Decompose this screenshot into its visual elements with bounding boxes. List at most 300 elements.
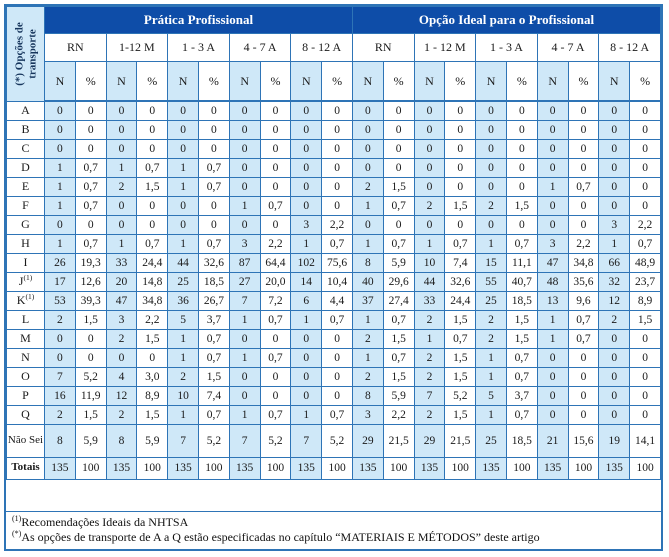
value-cell: 33 (414, 291, 445, 310)
n-column-header: N (168, 62, 199, 102)
value-cell: 1 (291, 405, 322, 424)
value-cell: 3,7 (198, 310, 229, 329)
value-cell: 0 (568, 215, 599, 234)
pct-column-header: % (568, 62, 599, 102)
value-cell: 7 (414, 386, 445, 405)
value-cell: 36 (168, 291, 199, 310)
n-column-header: N (476, 62, 507, 102)
value-cell: 1 (229, 348, 260, 367)
value-cell: 15 (476, 253, 507, 272)
value-cell: 0 (630, 367, 661, 386)
value-cell: 2,2 (260, 234, 291, 253)
value-cell: 0 (229, 329, 260, 348)
footnote-options (12, 530, 655, 545)
table-row (7, 253, 661, 272)
value-cell: 2,2 (568, 234, 599, 253)
value-cell: 0,7 (630, 234, 661, 253)
value-cell: 0 (198, 196, 229, 215)
value-cell: 34,8 (568, 253, 599, 272)
value-cell: 0 (322, 139, 353, 158)
value-cell: 2,2 (137, 310, 168, 329)
value-cell: 4,4 (322, 291, 353, 310)
value-cell: 5,2 (198, 424, 229, 457)
value-cell: 0 (599, 158, 630, 177)
row-label: N (7, 348, 45, 367)
row-label: G (7, 215, 45, 234)
value-cell: 0 (229, 215, 260, 234)
value-cell: 7,4 (445, 253, 476, 272)
value-cell: 0 (445, 158, 476, 177)
value-cell: 1 (168, 234, 199, 253)
value-cell: 0 (168, 120, 199, 139)
value-cell: 17 (45, 272, 76, 291)
value-cell: 29 (352, 424, 383, 457)
table-row (7, 120, 661, 139)
value-cell: 0 (630, 120, 661, 139)
pct-column-header: % (630, 62, 661, 102)
value-cell: 1 (352, 234, 383, 253)
value-cell: 0 (75, 329, 106, 348)
value-cell: 0 (198, 101, 229, 120)
value-cell: 0 (568, 196, 599, 215)
value-cell: 1 (291, 234, 322, 253)
value-cell: 0 (568, 386, 599, 405)
value-cell: 19,3 (75, 253, 106, 272)
value-cell: 12 (106, 386, 137, 405)
value-cell: 0 (599, 348, 630, 367)
value-cell: 7,4 (198, 386, 229, 405)
value-cell: 0 (630, 329, 661, 348)
value-cell: 0 (414, 177, 445, 196)
n-column-header: N (45, 62, 76, 102)
value-cell: 0 (383, 120, 414, 139)
value-cell: 2 (599, 310, 630, 329)
value-cell: 0 (445, 139, 476, 158)
value-cell: 1,5 (383, 177, 414, 196)
value-cell: 0,7 (198, 177, 229, 196)
value-cell: 0 (568, 405, 599, 424)
value-cell: 0,7 (137, 234, 168, 253)
value-cell: 18,5 (506, 424, 537, 457)
value-cell: 0 (45, 348, 76, 367)
value-cell: 0 (229, 101, 260, 120)
value-cell: 5,2 (322, 424, 353, 457)
value-cell: 32,6 (445, 272, 476, 291)
table-row (7, 101, 661, 120)
value-cell: 135 (106, 457, 137, 479)
value-cell: 0 (75, 101, 106, 120)
value-cell: 0 (506, 215, 537, 234)
value-cell: 1 (537, 329, 568, 348)
value-cell: 0,7 (137, 158, 168, 177)
value-cell: 1,5 (506, 310, 537, 329)
table-row (7, 215, 661, 234)
value-cell: 0,7 (322, 405, 353, 424)
value-cell: 0 (599, 177, 630, 196)
value-cell: 0 (568, 120, 599, 139)
value-cell: 1 (599, 234, 630, 253)
value-cell: 0 (198, 215, 229, 234)
row-label: A (7, 101, 45, 120)
value-cell: 135 (168, 457, 199, 479)
value-cell: 1 (229, 196, 260, 215)
value-cell: 25 (476, 424, 507, 457)
pct-column-header: % (260, 62, 291, 102)
value-cell: 1 (106, 234, 137, 253)
value-cell: 0,7 (198, 405, 229, 424)
value-cell: 1,5 (75, 310, 106, 329)
value-cell: 12,6 (75, 272, 106, 291)
measures-row (7, 62, 661, 102)
value-cell: 0 (445, 101, 476, 120)
value-cell: 1 (352, 196, 383, 215)
value-cell: 0 (291, 386, 322, 405)
spacer (6, 480, 661, 512)
value-cell: 0 (137, 348, 168, 367)
value-cell: 2 (414, 367, 445, 386)
value-cell: 0,7 (383, 310, 414, 329)
value-cell: 0 (168, 196, 199, 215)
value-cell: 0,7 (383, 196, 414, 215)
table-row (7, 405, 661, 424)
value-cell: 0 (445, 177, 476, 196)
value-cell: 1 (229, 405, 260, 424)
table-row (7, 310, 661, 329)
table-row (7, 291, 661, 310)
value-cell: 10 (414, 253, 445, 272)
table-row (7, 177, 661, 196)
value-cell: 0 (322, 120, 353, 139)
value-cell: 0 (537, 367, 568, 386)
value-cell: 0 (106, 139, 137, 158)
value-cell: 0 (537, 158, 568, 177)
value-cell: 0 (137, 215, 168, 234)
value-cell: 39,3 (75, 291, 106, 310)
table-body (7, 101, 661, 479)
value-cell: 8 (45, 424, 76, 457)
value-cell: 0 (599, 196, 630, 215)
value-cell: 1,5 (137, 405, 168, 424)
value-cell: 0 (414, 101, 445, 120)
value-cell: 8 (352, 386, 383, 405)
value-cell: 0 (198, 120, 229, 139)
value-cell: 0,7 (383, 234, 414, 253)
value-cell: 1 (476, 405, 507, 424)
footnote-sup: (*) (12, 529, 22, 538)
value-cell: 7 (229, 291, 260, 310)
value-cell: 4 (106, 367, 137, 386)
row-label: F (7, 196, 45, 215)
value-cell: 0 (506, 158, 537, 177)
value-cell: 5,9 (383, 386, 414, 405)
value-cell: 2 (414, 310, 445, 329)
value-cell: 0,7 (75, 196, 106, 215)
value-cell: 0 (537, 215, 568, 234)
value-cell: 100 (630, 457, 661, 479)
value-cell: 1,5 (198, 367, 229, 386)
value-cell: 0 (45, 101, 76, 120)
value-cell: 0 (599, 101, 630, 120)
value-cell: 0 (414, 215, 445, 234)
row-label: I (7, 253, 45, 272)
value-cell: 2 (168, 367, 199, 386)
value-cell: 47 (537, 253, 568, 272)
value-cell: 0 (414, 139, 445, 158)
value-cell: 0,7 (260, 348, 291, 367)
value-cell: 0 (537, 139, 568, 158)
value-cell: 0 (229, 139, 260, 158)
value-cell: 3 (229, 234, 260, 253)
value-cell: 0 (568, 367, 599, 386)
value-cell: 1 (352, 348, 383, 367)
value-cell: 0 (168, 215, 199, 234)
value-cell: 0 (630, 177, 661, 196)
value-cell: 6 (291, 291, 322, 310)
value-cell: 1,5 (506, 329, 537, 348)
value-cell: 1,5 (445, 310, 476, 329)
value-cell: 2 (476, 329, 507, 348)
value-cell: 40,7 (506, 272, 537, 291)
value-cell: 16 (45, 386, 76, 405)
value-cell: 0 (383, 139, 414, 158)
value-cell: 100 (322, 457, 353, 479)
corner-header (7, 7, 45, 102)
value-cell: 33 (106, 253, 137, 272)
value-cell: 1 (45, 196, 76, 215)
value-cell: 0 (137, 196, 168, 215)
value-cell: 0,7 (506, 405, 537, 424)
value-cell: 1 (291, 310, 322, 329)
value-cell: 29 (414, 424, 445, 457)
value-cell: 0 (198, 139, 229, 158)
age-group-header: 8 - 12 A (599, 34, 661, 62)
value-cell: 8,9 (630, 291, 661, 310)
value-cell: 2,2 (322, 215, 353, 234)
value-cell: 0 (476, 139, 507, 158)
n-column-header: N (414, 62, 445, 102)
value-cell: 2 (352, 329, 383, 348)
age-groups-row (7, 34, 661, 62)
value-cell: 1 (168, 348, 199, 367)
row-label: $J^{(1)}$ (7, 272, 45, 291)
value-cell: 32 (599, 272, 630, 291)
value-cell: 1,5 (137, 329, 168, 348)
value-cell: 0 (291, 329, 322, 348)
value-cell: 0 (106, 101, 137, 120)
value-cell: 0 (229, 158, 260, 177)
value-cell: 0 (630, 348, 661, 367)
age-group-header: 4 - 7 A (229, 34, 291, 62)
value-cell: 21 (537, 424, 568, 457)
age-group-header: 1 - 12 M (414, 34, 476, 62)
value-cell: 3 (291, 215, 322, 234)
value-cell: 75,6 (322, 253, 353, 272)
value-cell: 12 (599, 291, 630, 310)
row-label: Não Sei (7, 424, 45, 457)
value-cell: 2 (45, 310, 76, 329)
value-cell: 100 (260, 457, 291, 479)
value-cell: 7,2 (260, 291, 291, 310)
value-cell: 0,7 (260, 405, 291, 424)
table-row (7, 139, 661, 158)
value-cell: 0 (599, 139, 630, 158)
value-cell: 100 (137, 457, 168, 479)
value-cell: 9,6 (568, 291, 599, 310)
value-cell: 1 (106, 158, 137, 177)
value-cell: 0 (352, 101, 383, 120)
value-cell: 10,4 (322, 272, 353, 291)
value-cell: 44 (168, 253, 199, 272)
value-cell: 5,9 (383, 253, 414, 272)
value-cell: 0,7 (445, 234, 476, 253)
value-cell: 35,6 (568, 272, 599, 291)
table-row (7, 457, 661, 479)
value-cell: 135 (229, 457, 260, 479)
footnotes (6, 511, 661, 549)
pct-column-header: % (137, 62, 168, 102)
value-cell: 1 (414, 234, 445, 253)
value-cell: 2,2 (630, 215, 661, 234)
value-cell: 2 (414, 196, 445, 215)
age-group-header: 1 - 3 A (476, 34, 538, 62)
row-label: C (7, 139, 45, 158)
group-header-pratica: Prática Profissional (45, 7, 353, 34)
row-label: E (7, 177, 45, 196)
value-cell: 20,0 (260, 272, 291, 291)
value-cell: 1,5 (445, 348, 476, 367)
value-cell: 24,4 (445, 291, 476, 310)
value-cell: 0 (630, 405, 661, 424)
value-cell: 0 (414, 120, 445, 139)
value-cell: 2 (476, 196, 507, 215)
value-cell: 1 (45, 234, 76, 253)
row-label-sup: (1) (25, 292, 35, 302)
value-cell: 3 (106, 310, 137, 329)
n-column-header: N (599, 62, 630, 102)
value-cell: 0 (291, 367, 322, 386)
row-label: M (7, 329, 45, 348)
age-group-header: 1 - 3 A (168, 34, 230, 62)
value-cell: 0 (45, 120, 76, 139)
value-cell: 0 (506, 139, 537, 158)
age-group-header: RN (45, 34, 107, 62)
value-cell: 0 (106, 120, 137, 139)
value-cell: 1 (45, 177, 76, 196)
value-cell: 2 (106, 329, 137, 348)
value-cell: 135 (414, 457, 445, 479)
value-cell: 0 (106, 196, 137, 215)
age-group-header: 4 - 7 A (537, 34, 599, 62)
table-frame (4, 4, 663, 551)
value-cell: 2 (45, 405, 76, 424)
group-header-opcao-ideal: Opção Ideal para o Profissional (352, 7, 660, 34)
value-cell: 0 (352, 120, 383, 139)
value-cell: 0,7 (75, 234, 106, 253)
value-cell: 1 (476, 367, 507, 386)
value-cell: 1,5 (383, 329, 414, 348)
value-cell: 135 (291, 457, 322, 479)
value-cell: 0 (291, 120, 322, 139)
value-cell: 0 (322, 386, 353, 405)
value-cell: 0,7 (445, 329, 476, 348)
value-cell: 34,8 (137, 291, 168, 310)
value-cell: 48 (537, 272, 568, 291)
value-cell: 0 (75, 215, 106, 234)
value-cell: 0 (229, 120, 260, 139)
value-cell: 5,9 (75, 424, 106, 457)
value-cell: 0 (445, 215, 476, 234)
value-cell: 0 (137, 139, 168, 158)
value-cell: 0 (599, 386, 630, 405)
value-cell: 102 (291, 253, 322, 272)
value-cell: 100 (568, 457, 599, 479)
age-group-header: RN (352, 34, 414, 62)
value-cell: 5,2 (260, 424, 291, 457)
value-cell: 0 (537, 196, 568, 215)
pct-column-header: % (445, 62, 476, 102)
pct-column-header: % (383, 62, 414, 102)
footnote-sup: (1) (12, 514, 22, 523)
value-cell: 100 (198, 457, 229, 479)
value-cell: 0 (476, 215, 507, 234)
n-column-header: N (106, 62, 137, 102)
value-cell: 0,7 (322, 310, 353, 329)
value-cell: 20 (106, 272, 137, 291)
value-cell: 0 (260, 329, 291, 348)
value-cell: 32,6 (198, 253, 229, 272)
value-cell: 0 (106, 348, 137, 367)
value-cell: 1 (45, 158, 76, 177)
value-cell: 135 (537, 457, 568, 479)
value-cell: 2,2 (383, 405, 414, 424)
row-label: B (7, 120, 45, 139)
value-cell: 25 (476, 291, 507, 310)
value-cell: 7 (291, 424, 322, 457)
value-cell: 100 (445, 457, 476, 479)
value-cell: 2 (352, 367, 383, 386)
value-cell: 1,5 (383, 367, 414, 386)
value-cell: 8,9 (137, 386, 168, 405)
value-cell: 1 (229, 310, 260, 329)
value-cell: 0 (322, 367, 353, 386)
corner-header-label: (*) Opções de transporte (12, 21, 38, 86)
value-cell: 0 (291, 177, 322, 196)
value-cell: 0 (291, 348, 322, 367)
table-row (7, 386, 661, 405)
value-cell: 0 (260, 120, 291, 139)
value-cell: 0,7 (506, 348, 537, 367)
row-label: O (7, 367, 45, 386)
value-cell: 0 (260, 367, 291, 386)
value-cell: 0,7 (322, 234, 353, 253)
value-cell: 44 (414, 272, 445, 291)
value-cell: 0 (630, 196, 661, 215)
value-cell: 0 (352, 215, 383, 234)
value-cell: 0 (414, 158, 445, 177)
value-cell: 0 (476, 101, 507, 120)
value-cell: 26,7 (198, 291, 229, 310)
transport-options-table (6, 6, 661, 480)
value-cell: 0 (476, 158, 507, 177)
value-cell: 0 (322, 101, 353, 120)
row-label: D (7, 158, 45, 177)
value-cell: 87 (229, 253, 260, 272)
value-cell: 0 (229, 177, 260, 196)
table-row (7, 329, 661, 348)
group-header-row (7, 7, 661, 34)
value-cell: 0 (537, 120, 568, 139)
value-cell: 135 (352, 457, 383, 479)
